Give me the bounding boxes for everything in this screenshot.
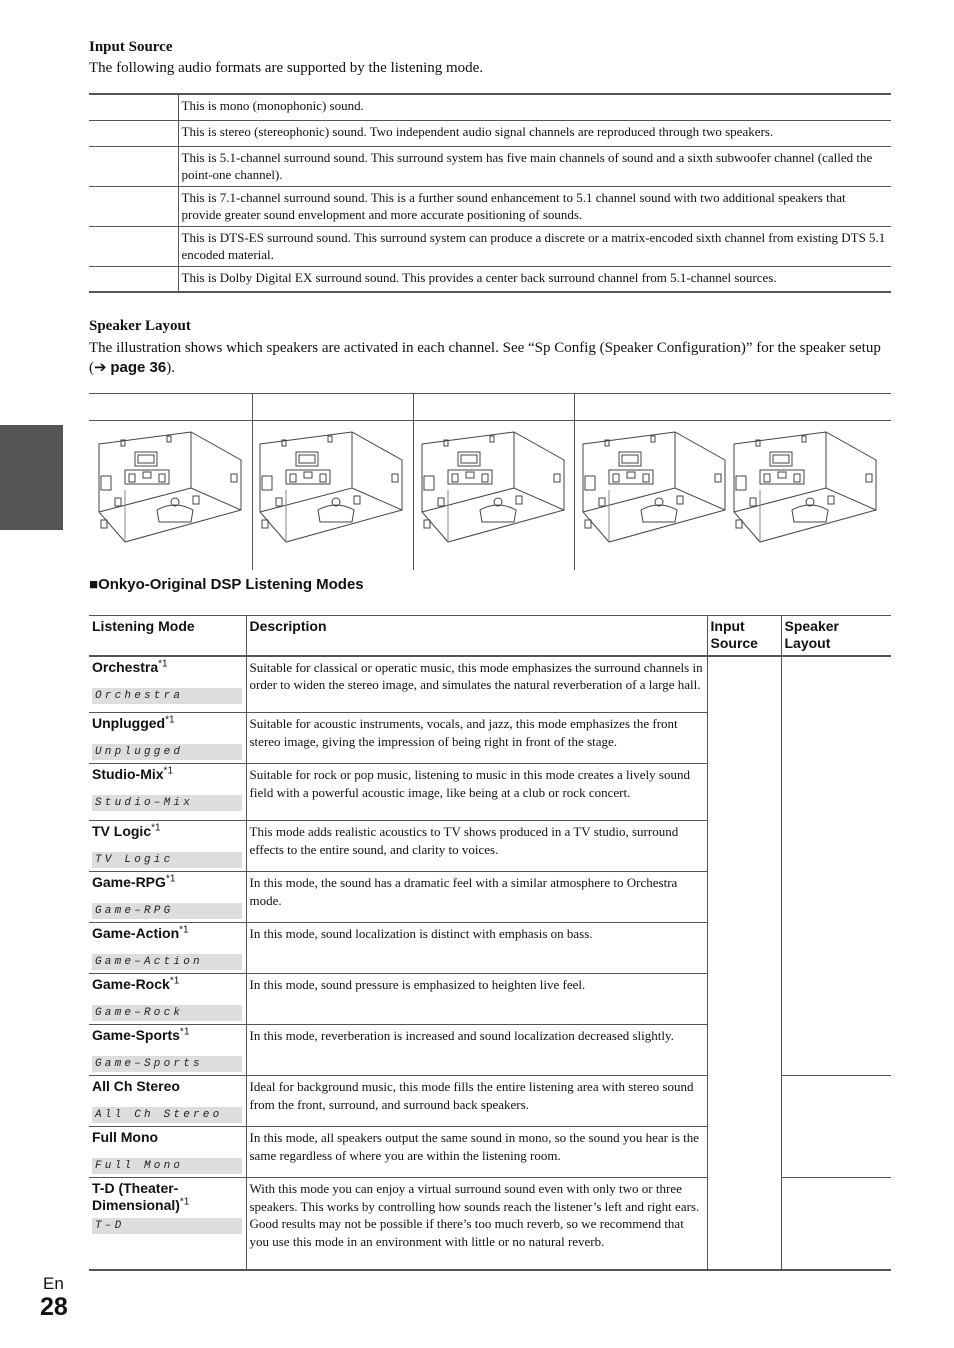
input-source-intro: The following audio formats are supported by the listening mode.: [89, 60, 484, 76]
format-desc: This is Dolby Digital EX surround sound. This provides a center back surround channel from 5.1-channel sources.: [181, 269, 777, 285]
input-source-title: Input Source: [89, 39, 173, 55]
mode-name: TV Logic$^{*1}$: [92, 822, 161, 839]
mode-name: Full Mono: [92, 1129, 159, 1145]
display-indicator: Orchestra: [92, 688, 242, 704]
display-indicator: T–D: [92, 1218, 242, 1234]
display-indicator: All Ch Stereo: [92, 1107, 242, 1123]
format-desc: This is mono (monophonic) sound.: [178, 94, 891, 120]
input-format-table: [89, 93, 891, 293]
mode-name: Game-Rock$^{*1}$: [92, 975, 180, 992]
dsp-header-row: [89, 616, 891, 656]
mode-description: With this mode you can enjoy a virtual surround sound even with only two or three speakers. This works by controlling how sounds reach the listener’s left and right ears. Good results may not be possible if there’s too much reverb, so we recommend that you use this mode in an environment with little or no natural reverb.: [246, 1178, 707, 1270]
table-row: [89, 656, 891, 713]
mode-cell: [89, 1127, 246, 1178]
display-indicator: TV Logic: [92, 852, 242, 868]
speaker-room-illustration-1: [95, 430, 245, 546]
format-desc: This is stereo (stereophonic) sound. Two independent audio signal channels are reproduced through two speakers.: [178, 120, 891, 146]
mode-cell: [89, 1178, 246, 1270]
mode-description: In this mode, reverberation is increased and sound localization decreased slightly.: [246, 1025, 707, 1076]
speaker-layout-text: [89, 338, 889, 378]
mode-name: Studio-Mix$^{*1}$: [92, 765, 173, 782]
speaker-layout-cell: [781, 656, 891, 1076]
page-link[interactable]: page 36: [110, 359, 167, 376]
format-code: [89, 186, 178, 226]
mode-cell: [89, 923, 246, 974]
col-header-input-source: Input Source: [707, 616, 781, 656]
mode-description: Ideal for background music, this mode fills the entire listening area with stereo sound from the front, surround, and surround back speakers.: [246, 1076, 707, 1127]
format-row: [89, 226, 891, 266]
dsp-title-text: Onkyo-Original DSP Listening Modes: [98, 576, 364, 593]
speaker-room-illustration-5: [730, 430, 880, 546]
display-indicator: Game–Rock: [92, 1005, 242, 1021]
page-language: En: [43, 1274, 64, 1293]
format-desc: This is 7.1-channel surround sound. This is a further sound enhancement to 5.1 channel sound with two additional speakers that provide greater sound envelopment and more accurate positioning of sounds.: [178, 186, 891, 226]
arrow-icon: ➔: [94, 359, 107, 376]
mode-name: Orchestra$^{*1}$: [92, 657, 168, 675]
mode-description: This mode adds realistic acoustics to TV shows produced in a TV studio, surround effects to the entire sound, and clarity to voices.: [246, 821, 707, 872]
mode-cell: [89, 764, 246, 821]
display-indicator: Game–Sports: [92, 1056, 242, 1072]
format-code: [89, 94, 178, 120]
mode-name: Game-RPG$^{*1}$: [92, 873, 176, 890]
format-row: [89, 94, 891, 120]
mode-cell: [89, 1076, 246, 1127]
mode-cell: [89, 656, 246, 713]
mode-cell: [89, 713, 246, 764]
format-code: [89, 226, 178, 266]
format-row: [89, 266, 891, 292]
speaker-layout-cell: [781, 1076, 891, 1178]
speaker-layout-cell: [781, 1178, 891, 1270]
dsp-section-title: [89, 576, 364, 593]
mode-description: In this mode, sound localization is distinct with emphasis on bass.: [246, 923, 707, 974]
mode-cell: [89, 872, 246, 923]
format-code: [89, 120, 178, 146]
mode-name: Game-Action$^{*1}$: [92, 924, 189, 941]
format-row: [89, 120, 891, 146]
display-indicator: Full Mono: [92, 1158, 242, 1174]
speaker-room-illustration-2: [256, 430, 406, 546]
input-source-cell: [707, 656, 781, 1270]
mode-name: Unplugged$^{*1}$: [92, 714, 175, 731]
mode-name: T-D (Theater-Dimensional)$^{*1}$: [92, 1180, 190, 1213]
mode-cell: [89, 974, 246, 1025]
format-row: [89, 146, 891, 186]
speaker-room-illustration-4: [579, 430, 729, 546]
mode-name: All Ch Stereo: [92, 1078, 180, 1094]
speaker-layout-title: Speaker Layout: [89, 318, 191, 334]
speaker-layout-text-before: The illustration shows which speakers are activated in each channel. See “Sp Config (Speaker Configuration)” for the speaker setup (: [89, 340, 881, 376]
col-header-speaker-layout: Speaker Layout: [781, 616, 891, 656]
mode-cell: [89, 1025, 246, 1076]
side-tab: [0, 425, 63, 530]
dsp-modes-table: [89, 615, 891, 1271]
mode-description: In this mode, all speakers output the same sound in mono, so the sound you hear is the same regardless of where you are within the listening room.: [246, 1127, 707, 1178]
mode-cell: [89, 821, 246, 872]
format-desc: This is DTS-ES surround sound. This surround system can produce a discrete or a matrix-encoded sixth channel from existing DTS 5.1 encoded material.: [178, 226, 891, 266]
mode-description: Suitable for classical or operatic music, this mode emphasizes the surround channels in order to widen the stereo image, and simulates the natural reverberation of a large hall.: [246, 656, 707, 713]
display-indicator: Game–Action: [92, 954, 242, 970]
display-indicator: Unplugged: [92, 744, 242, 760]
display-indicator: Studio–Mix: [92, 795, 242, 811]
mode-name: Game-Sports$^{*1}$: [92, 1026, 190, 1043]
mode-description: Suitable for rock or pop music, listening to music in this mode creates a lively sound field with a powerful acoustic image, like being at a club or rock concert.: [246, 764, 707, 821]
col-header-mode: Listening Mode: [89, 616, 246, 656]
square-bullet-icon: ■: [89, 576, 99, 593]
mode-description: In this mode, the sound has a dramatic feel with a similar atmosphere to Orchestra mode.: [246, 872, 707, 923]
format-code: [89, 146, 178, 186]
format-row: [89, 186, 891, 226]
col-header-description: Description: [246, 616, 707, 656]
mode-description: Suitable for acoustic instruments, vocals, and jazz, this mode emphasizes the front stereo image, giving the impression of being right in front of the stage.: [246, 713, 707, 764]
mode-description: In this mode, sound pressure is emphasized to heighten live feel.: [246, 974, 707, 1025]
display-indicator: Game–RPG: [92, 903, 242, 919]
speaker-room-illustration-3: [418, 430, 568, 546]
format-desc: This is 5.1-channel surround sound. This surround system has five main channels of sound and a sixth subwoofer channel (called the point-one channel).: [178, 146, 891, 186]
format-code: [89, 266, 178, 292]
speaker-layout-strip: [89, 393, 891, 571]
speaker-layout-text-after: ).: [166, 360, 175, 376]
page-number: 28: [40, 1293, 68, 1321]
